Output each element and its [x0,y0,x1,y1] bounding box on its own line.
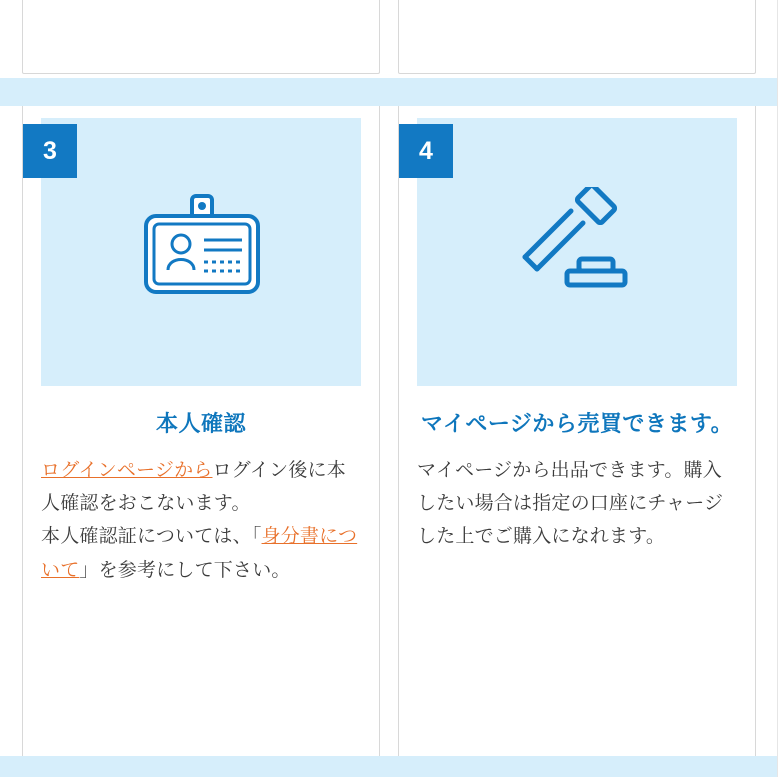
steps-row [22,106,756,756]
previous-cards-row [22,0,756,78]
body-text-3: 」を参考にして下さい。 [79,559,291,581]
step-number-badge: 4 [399,124,453,178]
step-card-body [417,454,737,554]
card-1-bottom [22,0,380,74]
id-card-icon [41,118,361,386]
body-text-2: 本人確認証については、「 [41,526,262,548]
step-card-4 [398,106,756,756]
login-page-link[interactable]: ログインページから [41,459,213,481]
gavel-icon [417,118,737,386]
card-2-bottom [398,0,756,74]
step-card-title: マイページから売買できます。 [420,411,734,436]
id-document-link[interactable]: 身分書について [41,526,358,581]
step-number-badge: 3 [23,124,77,178]
step-card-3 [22,106,380,756]
section-divider-band-bottom [0,756,778,777]
step-card-title: 本人確認 [155,411,246,436]
section-divider-band-top [0,78,778,106]
step-card-body [41,454,361,587]
body-text-1: マイページから出品できます。購入したい場合は指定の口座にチャージした上でご購入になれます。 [417,459,724,548]
body-text-1: ログイン後に本人確認をおこないます。 [41,459,346,515]
